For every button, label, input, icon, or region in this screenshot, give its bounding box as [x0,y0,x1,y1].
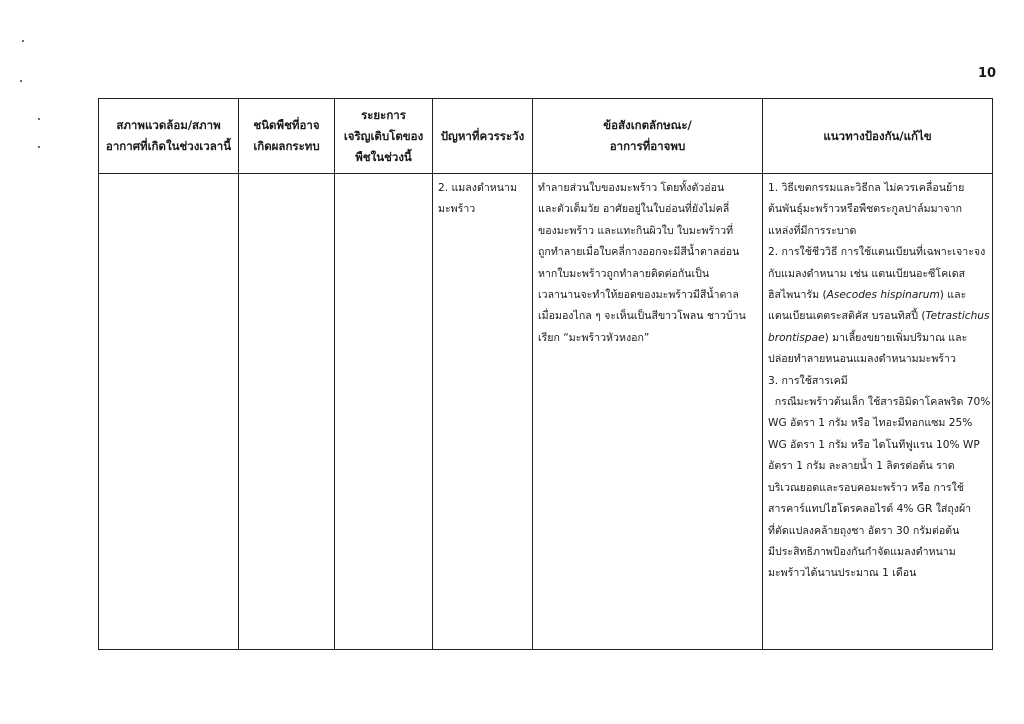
cell-solution [763,174,993,650]
header-line: ข้อสังเกตลักษณะ/ [603,118,692,132]
symptom-line: ถูกทำลายเมื่อใบคลี่กางออกจะมีสีน้ำตาลอ่อน [538,246,740,259]
solution-text: ) และ [939,289,967,302]
cell-environment [99,174,239,650]
scientific-name: Tetrastichus [925,310,990,323]
cell-affected-crops [239,174,335,650]
symptom-line: ทำลายส่วนใบของมะพร้าว โดยทั้งตัวอ่อน [538,182,725,194]
solution-line: WG อัตรา 1 กรัม หรือ ไดโนทีฟูแรน 10% WP [768,438,980,451]
scientific-name: Asecodes hispinarum [826,289,940,302]
scientific-name: brontispae [768,331,825,344]
problem-line: มะพร้าว [438,203,476,216]
header-row [99,99,993,174]
solution-line [768,328,988,349]
cell-symptoms [533,174,763,650]
symptom-line: เวลานานจะทำให้ยอดของมะพร้าวมีสีน้ำตาล [538,289,739,302]
scan-speck [20,80,22,82]
header-line: ระยะการ [361,107,406,122]
symptom-line: หากใบมะพร้าวถูกทำลายติดต่อกันเป็น [538,267,710,280]
header-line: อากาศที่เกิดในช่วงเวลานี้ [105,139,232,153]
scan-speck [38,118,40,120]
solution-line: แหล่งที่มีการระบาด [768,224,857,237]
symptom-line: เมื่อมองไกล ๆ จะเห็นเป็นสีขาวโพลน ชาวบ้าน [538,310,746,323]
solution-line: 2. การใช้ชีววิธี การใช้แตนเบียนที่เฉพาะเจาะจง [768,246,986,259]
problem-line: 2. แมลงดำหนาม [438,182,517,194]
header-line: แนวทางป้องกัน/แก้ไข [823,128,932,143]
solution-line [768,306,988,327]
solution-line: ต้นพันธุ์มะพร้าวหรือพืชตระกูลปาล์มมาจาก [768,203,963,216]
solution-line: WG อัตรา 1 กรัม หรือ ไทอะมีทอกแซม 25% [768,417,973,430]
solution-line: ที่ตัดแปลงคล้ายถุงชา อัตรา 30 กรัมต่อต้น [768,524,960,537]
header-line: ชนิดพืชที่อาจ [253,118,320,132]
symptom-line: ของมะพร้าว และแทะกินผิวใบ ใบมะพร้าวที่ [538,224,734,237]
table-row [99,174,993,650]
solution-line: 3. การใช้สารเคมี [768,374,848,387]
header-problem [433,99,533,174]
scan-speck [38,146,40,148]
solution-line: อัตรา 1 กรัม ละลายน้ำ 1 ลิตรต่อต้น ราด [768,460,955,473]
header-environment [99,99,239,174]
solution-line: สารคาร์แทปไฮโดรคลอไรด์ 4% GR ใส่ถุงผ้า [768,503,972,516]
header-line: สภาพแวดล้อม/สภาพ [116,118,221,132]
header-symptoms [533,99,763,174]
scan-speck [22,40,24,42]
solution-text: แตนเบียนเตตระสติคัส บรอนทิสปี้ ( [768,310,926,323]
pest-management-table [98,98,993,650]
solution-text: ) มาเลี้ยงขยายเพิ่มปริมาณ และ [824,331,968,344]
page-number: 10 [978,66,997,81]
header-line: ปัญหาที่ควรระวัง [440,128,525,143]
cell-growth-stage [335,174,433,650]
symptom-line: เรียก “มะพร้าวหัวหงอก” [538,331,650,344]
solution-line: 1. วิธีเขตกรรมและวิธีกล ไม่ควรเคลื่อนย้าย [768,182,965,194]
solution-line: มีประสิทธิภาพป้องกันกำจัดแมลงดำหนาม [768,545,956,558]
cell-problem [433,174,533,650]
header-line: เจริญเติบโตของ [343,128,424,143]
header-line: พืชในช่วงนี้ [355,149,412,164]
symptom-line: และตัวเต็มวัย อาศัยอยู่ในใบอ่อนที่ยังไม่คลี่ [538,203,730,216]
header-solution [763,99,993,174]
solution-line: บริเวณยอดและรอบคอมะพร้าว หรือ การใช้ [768,481,964,494]
solution-line: กรณีมะพร้าวต้นเล็ก ใช้สารอิมิดาโคลพริด 70% [768,396,991,409]
header-affected-crops [239,99,335,174]
solution-line: กับแมลงดำหนาม เช่น แตนเบียนอะซีโคเดส [768,267,966,280]
solution-text: ฮิสไพนารัม ( [768,289,827,302]
header-growth-stage [335,99,433,174]
solution-line: มะพร้าวได้นานประมาณ 1 เดือน [768,567,917,580]
header-line: อาการที่อาจพบ [609,139,686,153]
solution-line: ปล่อยทำลายหนอนแมลงดำหนามมะพร้าว [768,353,956,366]
solution-line [768,285,988,306]
header-line: เกิดผลกระทบ [253,139,320,153]
